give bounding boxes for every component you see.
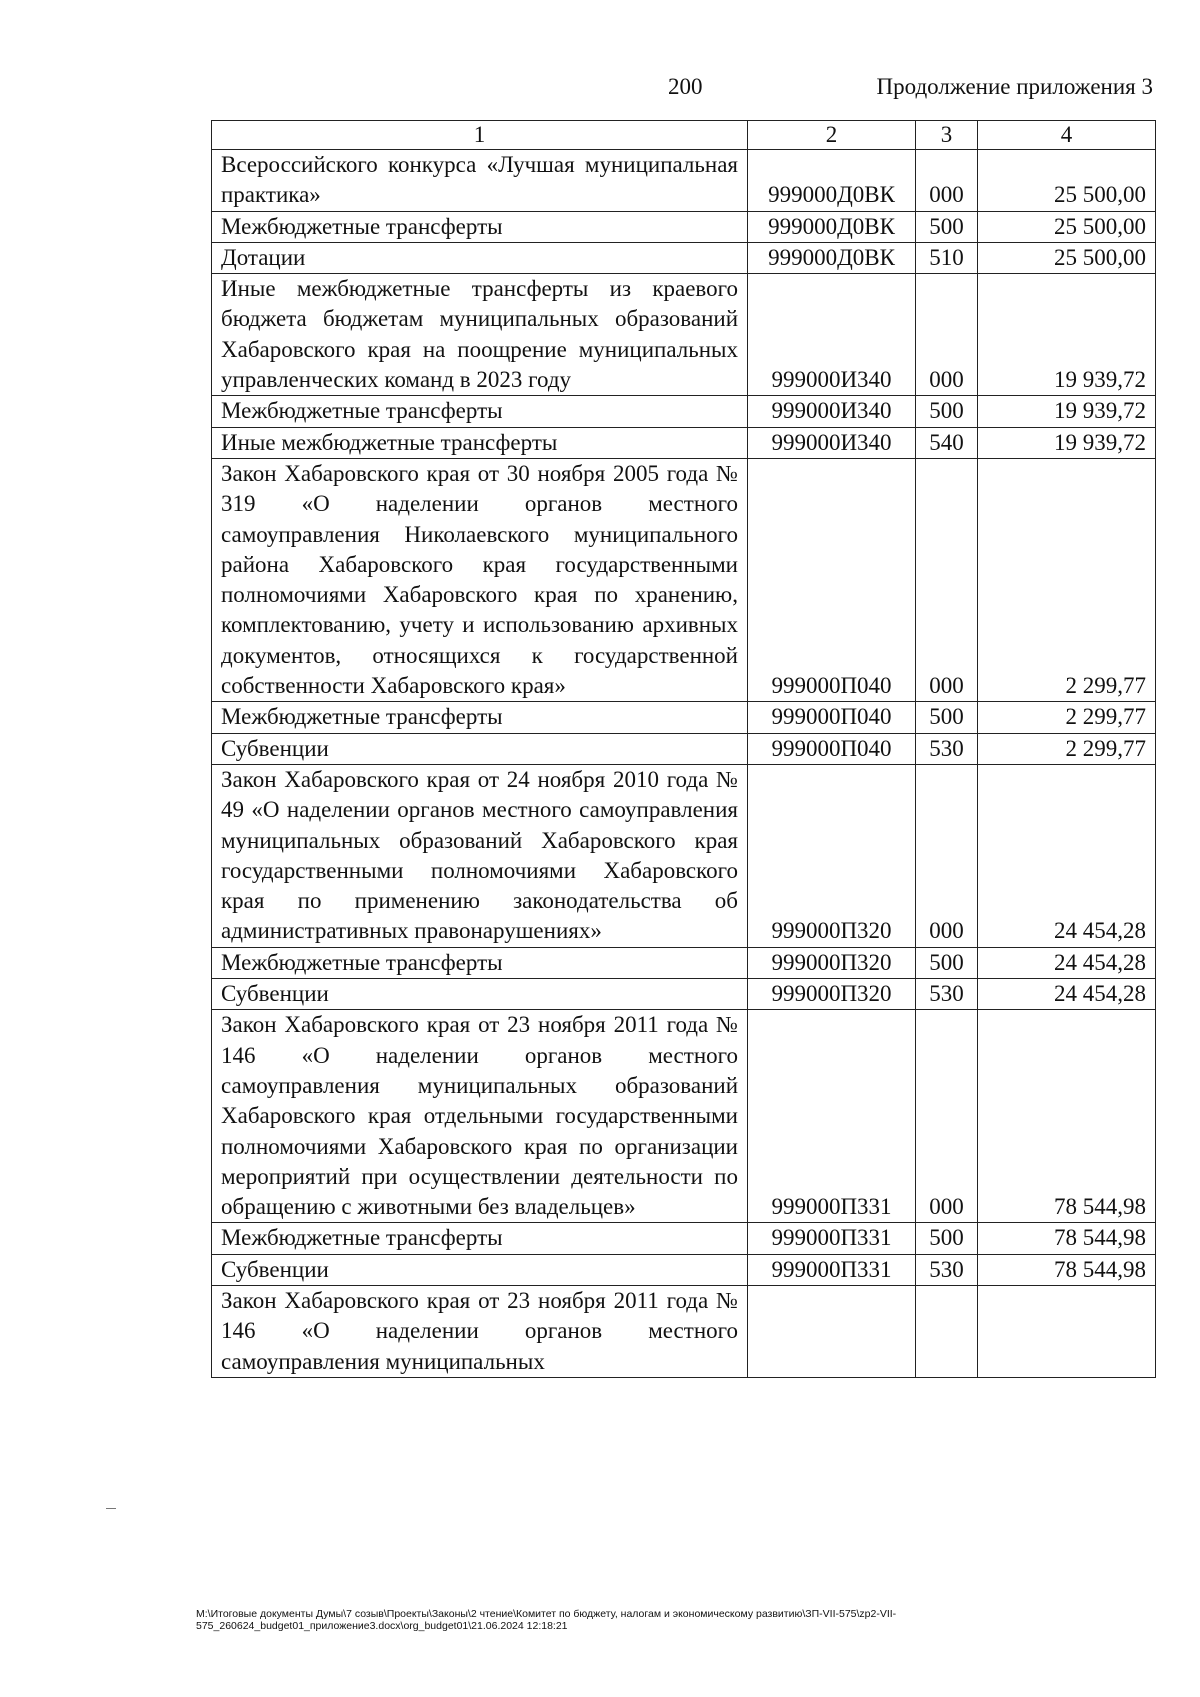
row-name: Межбюджетные трансферты (212, 396, 748, 427)
table-row (212, 702, 1156, 733)
row-sum: 24 454,28 (978, 979, 1156, 1010)
row-code: 999000И340 (748, 427, 916, 458)
row-code: 999000П331 (748, 1010, 916, 1223)
row-name: Иные межбюджетные трансферты (212, 427, 748, 458)
row-sum: 2 299,77 (978, 702, 1156, 733)
row-sum: 24 454,28 (978, 764, 1156, 947)
row-code (748, 1285, 916, 1377)
table-row (212, 764, 1156, 947)
row-code: 999000И340 (748, 396, 916, 427)
table-row (212, 733, 1156, 764)
row-sum: 25 500,00 (978, 211, 1156, 242)
row-code: 999000П331 (748, 1254, 916, 1285)
footer-file-path: M:\Итоговые документы Думы\7 созыв\Проекты\Законы\2 чтение\Комитет по бюджету, налогам и экономическому развитию\ЗП-VII-575\zp2-VII-575_260624_budget01_приложение3.docx\org_budget01\21.06.2024 12:18:21 (196, 1608, 897, 1632)
row-code: 999000П320 (748, 764, 916, 947)
row-name: Межбюджетные трансферты (212, 947, 748, 978)
row-sum: 25 500,00 (978, 242, 1156, 273)
row-name: Закон Хабаровского края от 23 ноября 2011 года № 146 «О наделении органов местного самоуправления муниципальных образований Хабаровского края отдельными государственными полномочиями Хабаровского края по организации мероприятий при осуществлении деятельности по обращению с животными без владельцев» (212, 1010, 748, 1223)
row-code: 999000Д0ВК (748, 150, 916, 212)
row-type: 510 (916, 242, 978, 273)
margin-mark (106, 1508, 116, 1509)
table-row (212, 947, 1156, 978)
row-type: 000 (916, 274, 978, 396)
table-row (212, 1223, 1156, 1254)
row-type: 000 (916, 764, 978, 947)
row-name: Закон Хабаровского края от 23 ноября 2011 года № 146 «О наделении органов местного самоуправления муниципальных (212, 1285, 748, 1377)
row-name: Межбюджетные трансферты (212, 1223, 748, 1254)
table-row (212, 1010, 1156, 1223)
row-sum (978, 1285, 1156, 1377)
row-name: Межбюджетные трансферты (212, 211, 748, 242)
table-row (212, 396, 1156, 427)
table-row (212, 150, 1156, 212)
column-header-3: 3 (916, 121, 978, 150)
row-type: 000 (916, 1010, 978, 1223)
table-row (212, 1285, 1156, 1377)
row-name: Всероссийского конкурса «Лучшая муниципальная практика» (212, 150, 748, 212)
row-name: Дотации (212, 242, 748, 273)
row-code: 999000П320 (748, 979, 916, 1010)
column-header-4: 4 (978, 121, 1156, 150)
header-row (212, 121, 1156, 150)
row-name: Субвенции (212, 979, 748, 1010)
row-type: 500 (916, 947, 978, 978)
table-row (212, 1254, 1156, 1285)
row-type: 530 (916, 979, 978, 1010)
row-name: Субвенции (212, 1254, 748, 1285)
row-name: Закон Хабаровского края от 24 ноября 2010 года № 49 «О наделении органов местного самоуправления муниципальных образований Хабаровского края государственными полномочиями Хабаровского края по применению законодательства об административных правонарушениях» (212, 764, 748, 947)
row-code: 999000П040 (748, 733, 916, 764)
row-name: Межбюджетные трансферты (212, 702, 748, 733)
row-type: 500 (916, 702, 978, 733)
table-row (212, 427, 1156, 458)
row-sum: 24 454,28 (978, 947, 1156, 978)
row-type: 000 (916, 150, 978, 212)
row-sum: 19 939,72 (978, 427, 1156, 458)
row-code: 999000Д0ВК (748, 211, 916, 242)
row-type: 540 (916, 427, 978, 458)
column-header-2: 2 (748, 121, 916, 150)
table-row (212, 211, 1156, 242)
row-code: 999000П320 (748, 947, 916, 978)
row-sum: 19 939,72 (978, 396, 1156, 427)
row-code: 999000П331 (748, 1223, 916, 1254)
row-name: Закон Хабаровского края от 30 ноября 2005 года № 319 «О наделении органов местного самоуправления Николаевского муниципального района Хабаровского края государственными полномочиями Хабаровского края по хранению, комплектованию, учету и использованию архивных документов, относящихся к государственной собственности Хабаровского края» (212, 458, 748, 701)
row-sum: 78 544,98 (978, 1223, 1156, 1254)
row-sum: 2 299,77 (978, 458, 1156, 701)
row-type: 000 (916, 458, 978, 701)
row-code: 999000Д0ВК (748, 242, 916, 273)
row-type: 500 (916, 1223, 978, 1254)
row-code: 999000П040 (748, 702, 916, 733)
row-type: 500 (916, 211, 978, 242)
page-number: 200 (668, 74, 703, 99)
row-code: 999000П040 (748, 458, 916, 701)
row-sum: 25 500,00 (978, 150, 1156, 212)
table-row (212, 458, 1156, 701)
row-sum: 19 939,72 (978, 274, 1156, 396)
row-name: Иные межбюджетные трансферты из краевого бюджета бюджетам муниципальных образований Хабаровского края на поощрение муниципальных управленческих команд в 2023 году (212, 274, 748, 396)
table-row (212, 242, 1156, 273)
budget-table (211, 120, 1156, 1378)
continuation-label: Продолжение приложения 3 (876, 74, 1153, 99)
row-type: 530 (916, 733, 978, 764)
row-type: 530 (916, 1254, 978, 1285)
table-body (212, 150, 1156, 1378)
table-row (212, 979, 1156, 1010)
row-sum: 78 544,98 (978, 1254, 1156, 1285)
table-row (212, 274, 1156, 396)
row-name: Субвенции (212, 733, 748, 764)
row-sum: 2 299,77 (978, 733, 1156, 764)
row-type: 500 (916, 396, 978, 427)
column-header-1: 1 (212, 121, 748, 150)
row-type (916, 1285, 978, 1377)
row-code: 999000И340 (748, 274, 916, 396)
row-sum: 78 544,98 (978, 1010, 1156, 1223)
